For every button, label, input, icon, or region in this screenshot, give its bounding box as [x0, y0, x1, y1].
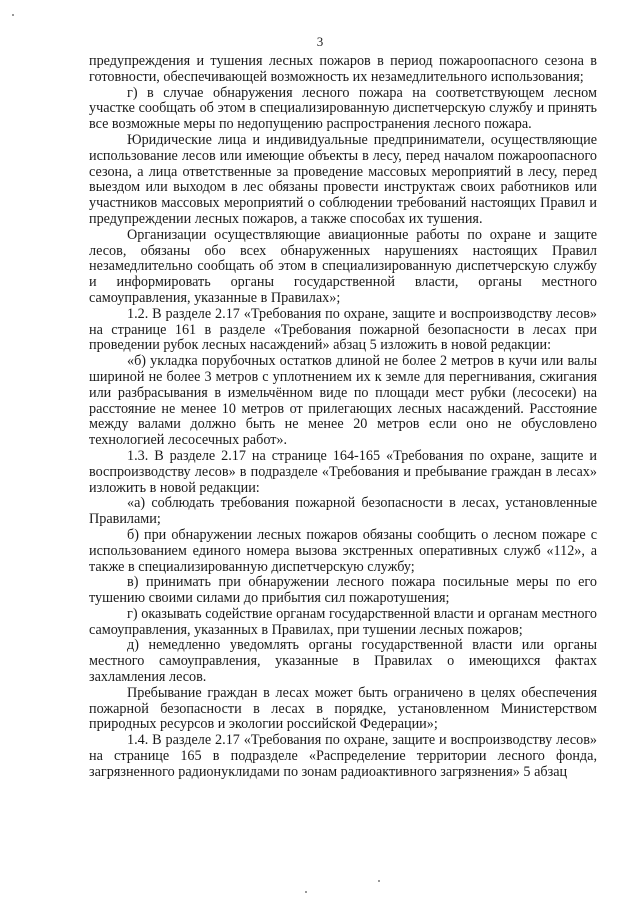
paragraph: Юридические лица и индивидуальные предприниматели, осуществляющие использование лесов или имеющие объекты в лесу, перед началом пожароопасного сезона, а лица ответственные за проведение массовых мероприятий в лесу, перед выездом или выходом в лес обязаны провести инструктаж своих работников или участников массовых мероприятий о соблюдении требований настоящих Правил и предупреждении лесных пожаров, а также способах их тушения.	[89, 131, 597, 227]
paragraph: г) в случае обнаружения лесного пожара на соответствующем лесном участке сообщать об этом в специализированную диспетчерскую службу и принять все возможные меры по недопущению распространения лесного пожара.	[89, 84, 597, 133]
paragraph: в) принимать при обнаружении лесного пожара посильные меры по его тушению своими силами до прибытия сил пожаротушения;	[89, 574, 597, 607]
paragraph: 1.3. В разделе 2.17 на странице 164-165 «Требования по охране, защите и воспроизводству лесов» в подразделе «Требования и пребывание граждан в лесах» изложить в новой редакции:	[89, 447, 597, 496]
scan-speck	[12, 14, 14, 16]
page-number: 3	[316, 34, 324, 49]
paragraph: «а) соблюдать требования пожарной безопасности в лесах, установленные Правилами;	[89, 495, 597, 528]
paragraph: 1.2. В разделе 2.17 «Требования по охране, защите и воспроизводству лесов» на странице 161 в разделе «Требования пожарной безопасности в лесах при проведении рубок лесных насаждений» абзац 5 изложить в новой редакции:	[89, 305, 597, 354]
paragraph: Пребывание граждан в лесах может быть ограничено в целях обеспечения пожарной безопасности в лесах в порядке, установленном Министерством природных ресурсов и экологии российской Федерации»;	[89, 684, 597, 733]
paragraph: 1.4. В разделе 2.17 «Требования по охране, защите и воспроизводству лесов» на странице 165 в подразделе «Распределение территории лесного фонда, загрязненного радионуклидами по зонам радиоактивного загрязнения» 5 абзац	[89, 732, 597, 780]
paragraph: г) оказывать содействие органам государственной власти и органам местного самоуправления, указанных в Правилах, при тушении лесных пожаров;	[89, 605, 597, 638]
scan-speck	[378, 880, 380, 882]
paragraph: «б) укладка порубочных остатков длиной не более 2 метров в кучи или валы шириной не более 3 метров с уплотнением их к земле для перегнивания, сжигания или разбрасывания в измельчённом виде по площади мест рубки (лесосеки) на расстояние не менее 10 метров от прилегающих лесных насаждений. Расстояние между валами должно быть не менее 20 метров если оно не обусловлено технологией лесосечных работ».	[89, 353, 597, 449]
scan-speck	[305, 891, 307, 893]
paragraph: д) немедленно уведомлять органы государственной власти или органы местного самоуправления, указанные в Правилах о имеющихся фактах захламления лесов.	[89, 637, 597, 686]
paragraph: б) при обнаружении лесных пожаров обязаны сообщить о лесном пожаре с использованием единого номера вызова экстренных оперативных служб «112», а также в специализированную диспетчерскую службу;	[89, 526, 597, 575]
paragraph: предупреждения и тушения лесных пожаров в период пожароопасного сезона в готовности, обеспечивающей возможность их незамедлительного использования;	[89, 53, 597, 85]
paragraph: Организации осуществляющие авиационные работы по охране и защите лесов, обязаны обо всех обнаруженных нарушениях настоящих Правил незамедлительно сообщать об этом в специализированную диспетчерскую службу и информировать органы государственной власти, органы местного самоуправления, указанные в Правилах»;	[89, 226, 597, 306]
document-body	[89, 54, 597, 781]
